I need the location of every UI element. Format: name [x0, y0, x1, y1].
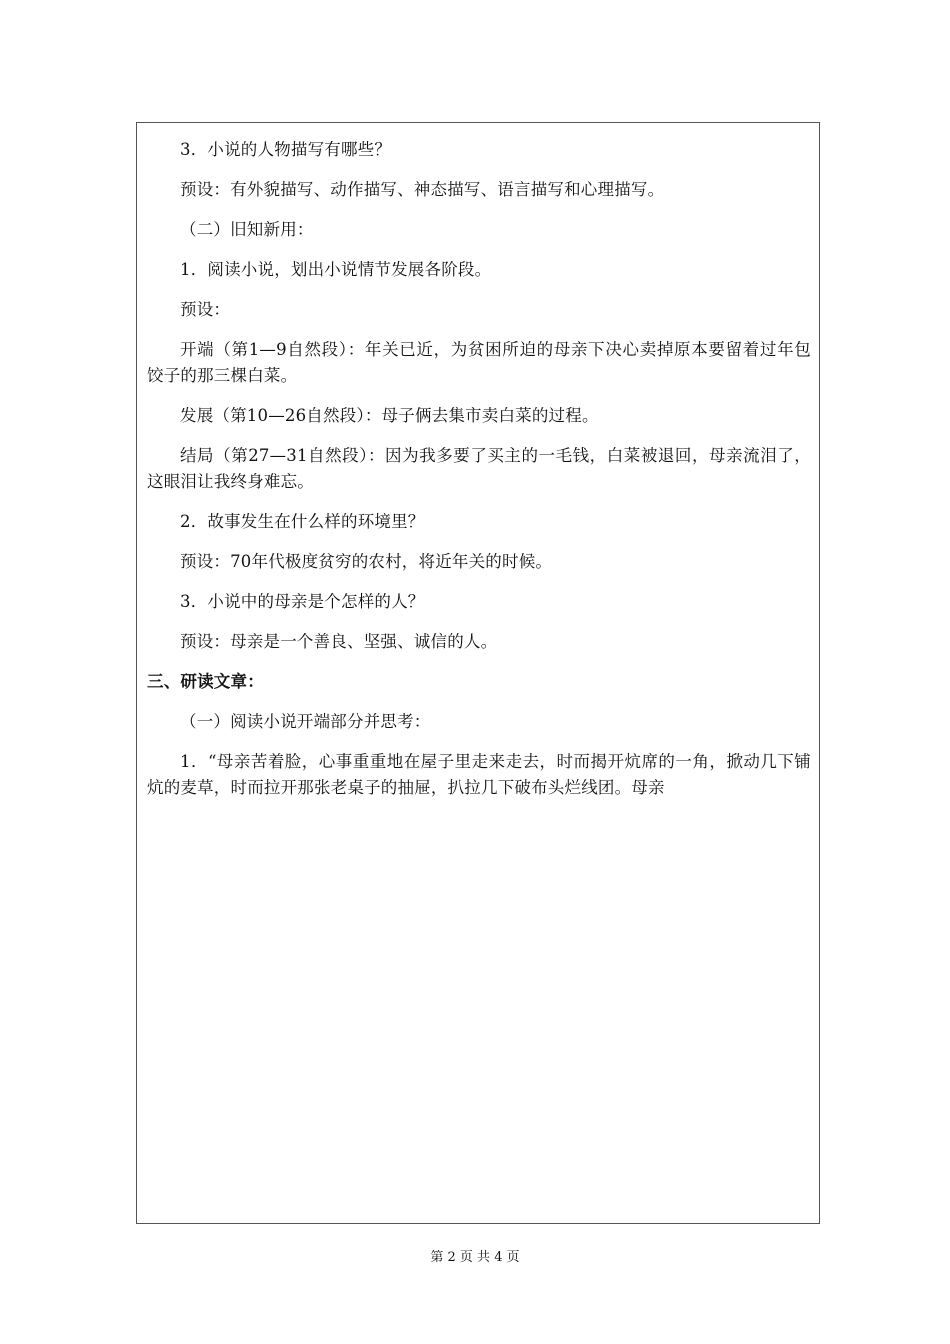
paragraph-10: 预设：70年代极度贫穷的农村，将近年关的时候。 [180, 552, 553, 571]
paragraph-1: 3．小说的人物描写有哪些？ [180, 140, 392, 159]
paragraph-5: 预设： [180, 300, 231, 319]
paragraph-2: 预设：有外貌描写、动作描写、神态描写、语言描写和心理描写。 [180, 180, 665, 199]
document-body [147, 137, 811, 815]
paragraph-9: 2．故事发生在什么样的环境里？ [180, 512, 425, 531]
paragraph-8: 结局（第27—31自然段）：因为我多要了买主的一毛钱，白菜被退回，母亲流泪了，这眼泪让我终身难忘。 [147, 446, 811, 491]
page-number: 第 2 页 共 4 页 [430, 1250, 520, 1265]
paragraph-14: （一）阅读小说开端部分并思考： [180, 712, 431, 731]
paragraph-11: 3．小说中的母亲是个怎样的人？ [180, 592, 425, 611]
paragraph-3: （二）旧知新用： [180, 220, 314, 239]
section-heading: 三、研读文章： [147, 672, 264, 691]
paragraph-12: 预设：母亲是一个善良、坚强、诚信的人。 [180, 632, 498, 651]
paragraph-4: 1．阅读小说，划出小说情节发展各阶段。 [180, 260, 492, 279]
paragraph-7: 发展（第10—26自然段）：母子俩去集市卖白菜的过程。 [180, 406, 599, 425]
paragraph-6: 开端（第1—9自然段）：年关已近，为贫困所迫的母亲下决心卖掉原本要留着过年包饺子的那三棵白菜。 [147, 340, 811, 385]
page-footer [0, 1246, 950, 1265]
page-frame [136, 122, 820, 1224]
paragraph-15: 1．“母亲苦着脸，心事重重地在屋子里走来走去，时而揭开炕席的一角，掀动几下铺炕的麦草，时而拉开那张老桌子的抽屉，扒拉几下破布头烂线团。母亲 [147, 752, 811, 797]
